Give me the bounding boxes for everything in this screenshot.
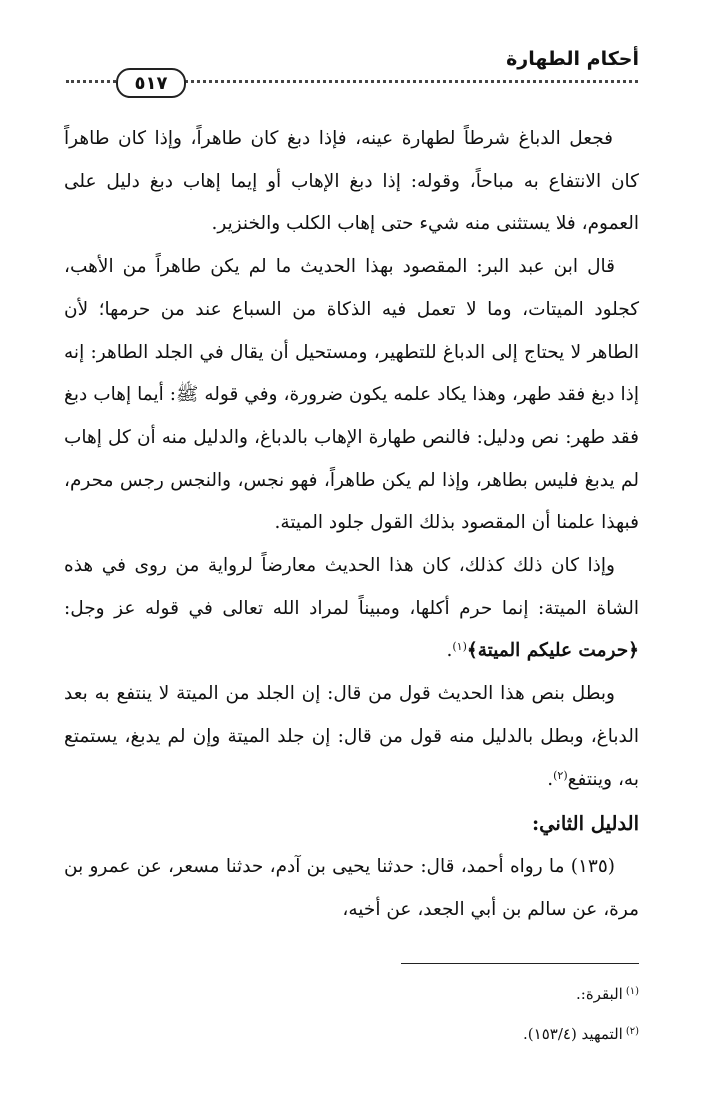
footnotes [239,974,639,1054]
main-text [64,118,639,931]
footnote-text-1: البقرة:. [576,985,623,1003]
footnote-2 [239,1014,639,1054]
paragraph-4-text: وبطل بنص هذا الحديث قول من قال: إن الجلد من الميتة لا ينتفع به بعد الدباغ، وبطل بالدليل منه قول من قال: إن جلد الميتة وإن لم يدبغ، يستمتع به، وينتفع [64,683,639,790]
paragraph-3-end: . [446,640,453,662]
section-heading: الدليل الثاني: [531,812,639,836]
quran-verse: ﴿حرمت عليكم الميتة﴾ [466,640,639,662]
paragraph-4-end: . [547,768,554,790]
footnote-marker-1: (١) [625,986,639,997]
footnote-divider [401,963,639,964]
paragraph-3 [64,545,639,673]
running-title: أحكام الطهارة [506,48,639,70]
paragraph-5: (١٣٥) ما رواه أحمد، قال: حدثنا يحيى بن آدم، حدثنا مسعر، عن عمرو بن مرة، عن سالم بن أبي الجعد، عن أخيه، [64,855,639,920]
paragraph-4 [64,673,639,801]
page-number: ٥١٧ [116,68,186,98]
footnote-ref-1: (١) [452,640,467,654]
paragraph-1: فجعل الدباغ شرطاً لطهارة عينه، فإذا دبغ كان طاهراً، وإذا كان طاهراً كان الانتفاع به مباحاً، وقوله: إذا دبغ الإهاب أو إيما إهاب دبغ دليل على العموم، فلا يستثنى منه شيء حتى إهاب الكلب والخنزير. [64,128,639,235]
footnote-marker-2: (٢) [625,1026,639,1037]
paragraph-2: قال ابن عبد البر: المقصود بهذا الحديث ما لم يكن طاهراً من الأهب، كجلود الميتات، وما لا تعمل فيه الذكاة من السباع عند من حرمها؛ لأن الطاهر لا يحتاج إلى الدباغ للتطهير، ومستحيل أن يقال في الجلد الطاهر: إنه إذا دبغ فقد طهر، وهذا يكاد علمه يكون ضرورة، وفي قوله ﷺ: أيما إهاب دبغ فقد طهر: نص ودليل: فالنص طهارة الإهاب بالدباغ، والدليل منه أن كل إهاب لم يدبغ فليس بطاهر، وإذا لم يكن طاهراً، فهو نجس، والنجس رجس محرم، فبهذا علمنا أن المقصود بذلك القول جلود الميتة. [64,256,639,534]
footnote-ref-2: (٢) [553,768,568,782]
footnote-1 [239,974,639,1014]
paragraph-3-text: وإذا كان ذلك كذلك، كان هذا الحديث معارضاً لرواية من روى في هذه الشاة الميتة: إنما حرم أكلها، ومبيناً لمراد الله تعالى في قوله عز وجل: [64,555,639,619]
footnote-text-2: التمهيد (١٥٣/٤). [523,1025,623,1043]
